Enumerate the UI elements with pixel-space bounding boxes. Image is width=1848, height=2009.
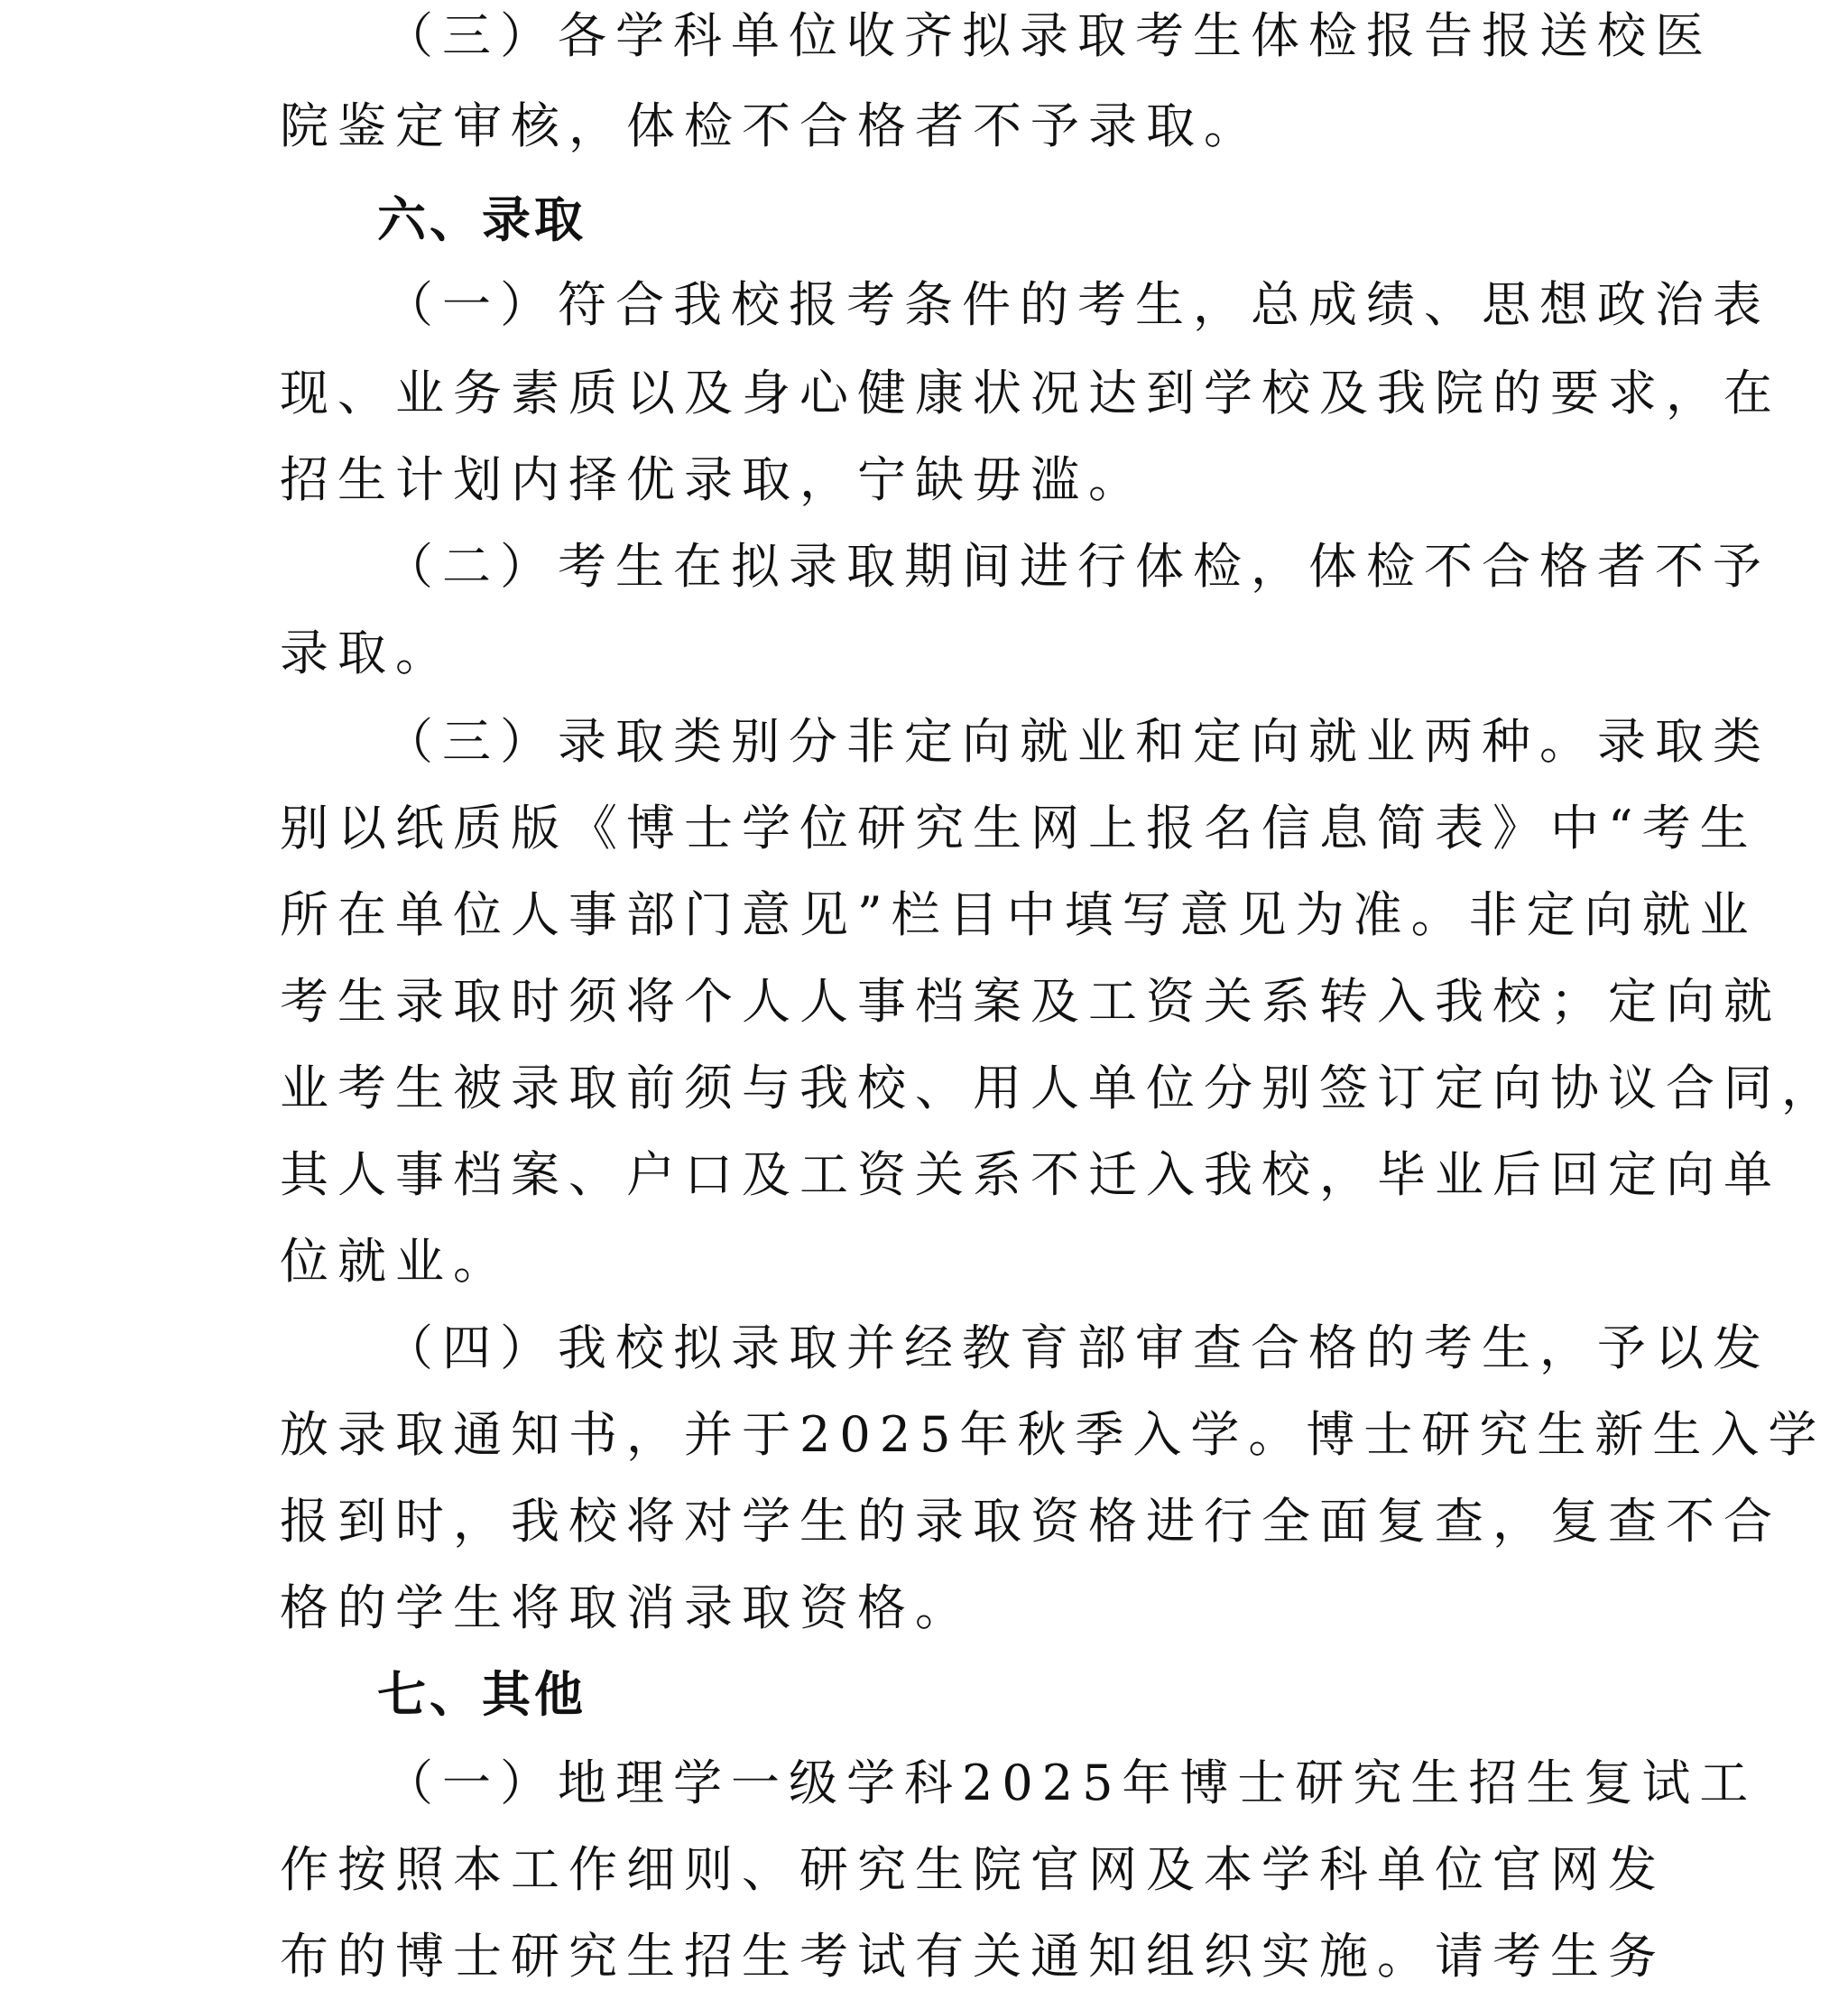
paragraph-line: 作按照本工作细则、研究生院官网及本学科单位官网发: [280, 1841, 1666, 1898]
paragraph-line: 布的博士研究生招生考试有关通知组织实施。请考生务: [280, 1928, 1666, 1985]
paragraph-line: 录取。: [280, 625, 453, 681]
paragraph-line: 招生计划内择优录取，宁缺毋滥。: [280, 451, 1146, 508]
paragraph-line: （三）各学科单位收齐拟录取考生体检报告报送校医: [384, 7, 1713, 64]
paragraph-line: （二）考生在拟录取期间进行体检，体检不合格者不予: [384, 538, 1770, 595]
paragraph-line: 业考生被录取前须与我校、用人单位分别签订定向协议合同，: [280, 1060, 1839, 1116]
paragraph-line: 现、业务素质以及身心健康状况达到学校及我院的要求，在: [280, 365, 1781, 421]
section-heading: 七、其他: [377, 1666, 587, 1723]
paragraph-line: 位就业。: [280, 1233, 511, 1290]
section-heading: 六、录取: [377, 191, 587, 248]
paragraph-line: 考生录取时须将个人人事档案及工资关系转入我校；定向就: [280, 973, 1781, 1030]
paragraph-line: （一）地理学一级学科2025年博士研究生招生复试工: [384, 1754, 1758, 1811]
paragraph-line: （三）录取类别分非定向就业和定向就业两种。录取类: [384, 713, 1770, 770]
paragraph-line: 其人事档案、户口及工资关系不迁入我校，毕业后回定向单: [280, 1146, 1781, 1203]
paragraph-line: （一）符合我校报考条件的考生，总成绩、思想政治表: [384, 276, 1770, 333]
paragraph-line: （四）我校拟录取并经教育部审查合格的考生，予以发: [384, 1319, 1770, 1376]
paragraph-line: 格的学生将取消录取资格。: [280, 1579, 973, 1636]
paragraph-line: 别以纸质版《博士学位研究生网上报名信息简表》中“考生: [280, 800, 1758, 856]
paragraph-line: 所在单位人事部门意见”栏目中填写意见为准。非定向就业: [280, 886, 1758, 943]
paragraph-line: 放录取通知书，并于2025年秋季入学。博士研究生新生入学: [280, 1406, 1826, 1463]
paragraph-line: 报到时，我校将对学生的录取资格进行全面复查，复查不合: [280, 1493, 1781, 1550]
paragraph-line: 院鉴定审核，体检不合格者不予录取。: [280, 97, 1261, 154]
